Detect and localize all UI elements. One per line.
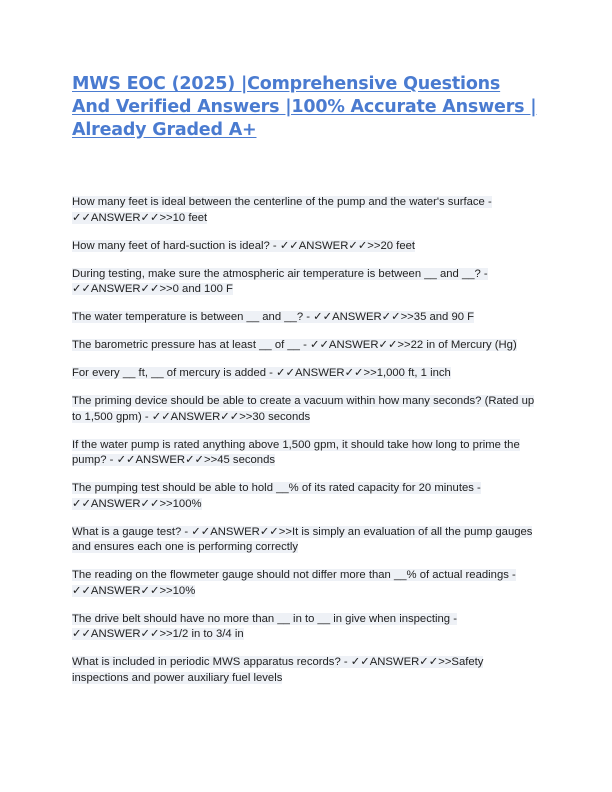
qa-item: The priming device should be able to create a vacuum within how many seconds? (Rated up to 1,500 gpm) - ✓✓ANSWER✓✓>>30 seconds xyxy=(72,395,535,423)
qa-item: For every __ ft, __ of mercury is added - ✓✓ANSWER✓✓>>1,000 ft, 1 inch xyxy=(72,367,451,379)
qa-item: If the water pump is rated anything above 1,500 gpm, it should take how long to prime the pump? - ✓✓ANSWER✓✓>>45 seconds xyxy=(72,438,520,466)
qa-item: The drive belt should have no more than __ in to __ in give when inspecting - ✓✓ANSWER✓✓>>1/2 in to 3/4 in xyxy=(72,612,457,640)
qa-item: What is included in periodic MWS apparatus records? - ✓✓ANSWER✓✓>>Safety inspections and power auxiliary fuel levels xyxy=(72,656,484,684)
qa-item: The reading on the flowmeter gauge should not differ more than __% of actual readings - ✓✓ANSWER✓✓>>10% xyxy=(72,569,516,597)
qa-item: The pumping test should be able to hold __% of its rated capacity for 20 minutes - ✓✓ANSWER✓✓>>100% xyxy=(72,482,481,510)
document-title: MWS EOC (2025) |Comprehensive Questions And Verified Answers |100% Accurate Answers | Already Graded A+ xyxy=(72,74,537,140)
qa-item: The barometric pressure has at least __ of __ - ✓✓ANSWER✓✓>>22 in of Mercury (Hg) xyxy=(72,339,517,351)
qa-item: How many feet is ideal between the centerline of the pump and the water's surface - ✓✓ANSWER✓✓>>10 feet xyxy=(72,196,492,224)
qa-list xyxy=(72,195,540,686)
qa-item: What is a gauge test? - ✓✓ANSWER✓✓>>It is simply an evaluation of all the pump gauges and ensures each one is performing correctly xyxy=(72,525,533,553)
qa-item: The water temperature is between __ and __? - ✓✓ANSWER✓✓>>35 and 90 F xyxy=(72,311,475,323)
qa-item: How many feet of hard-suction is ideal? - ✓✓ANSWER✓✓>>20 feet xyxy=(72,239,416,252)
qa-item: During testing, make sure the atmospheric air temperature is between __ and __? - ✓✓ANSWER✓✓>>0 and 100 F xyxy=(72,267,488,295)
